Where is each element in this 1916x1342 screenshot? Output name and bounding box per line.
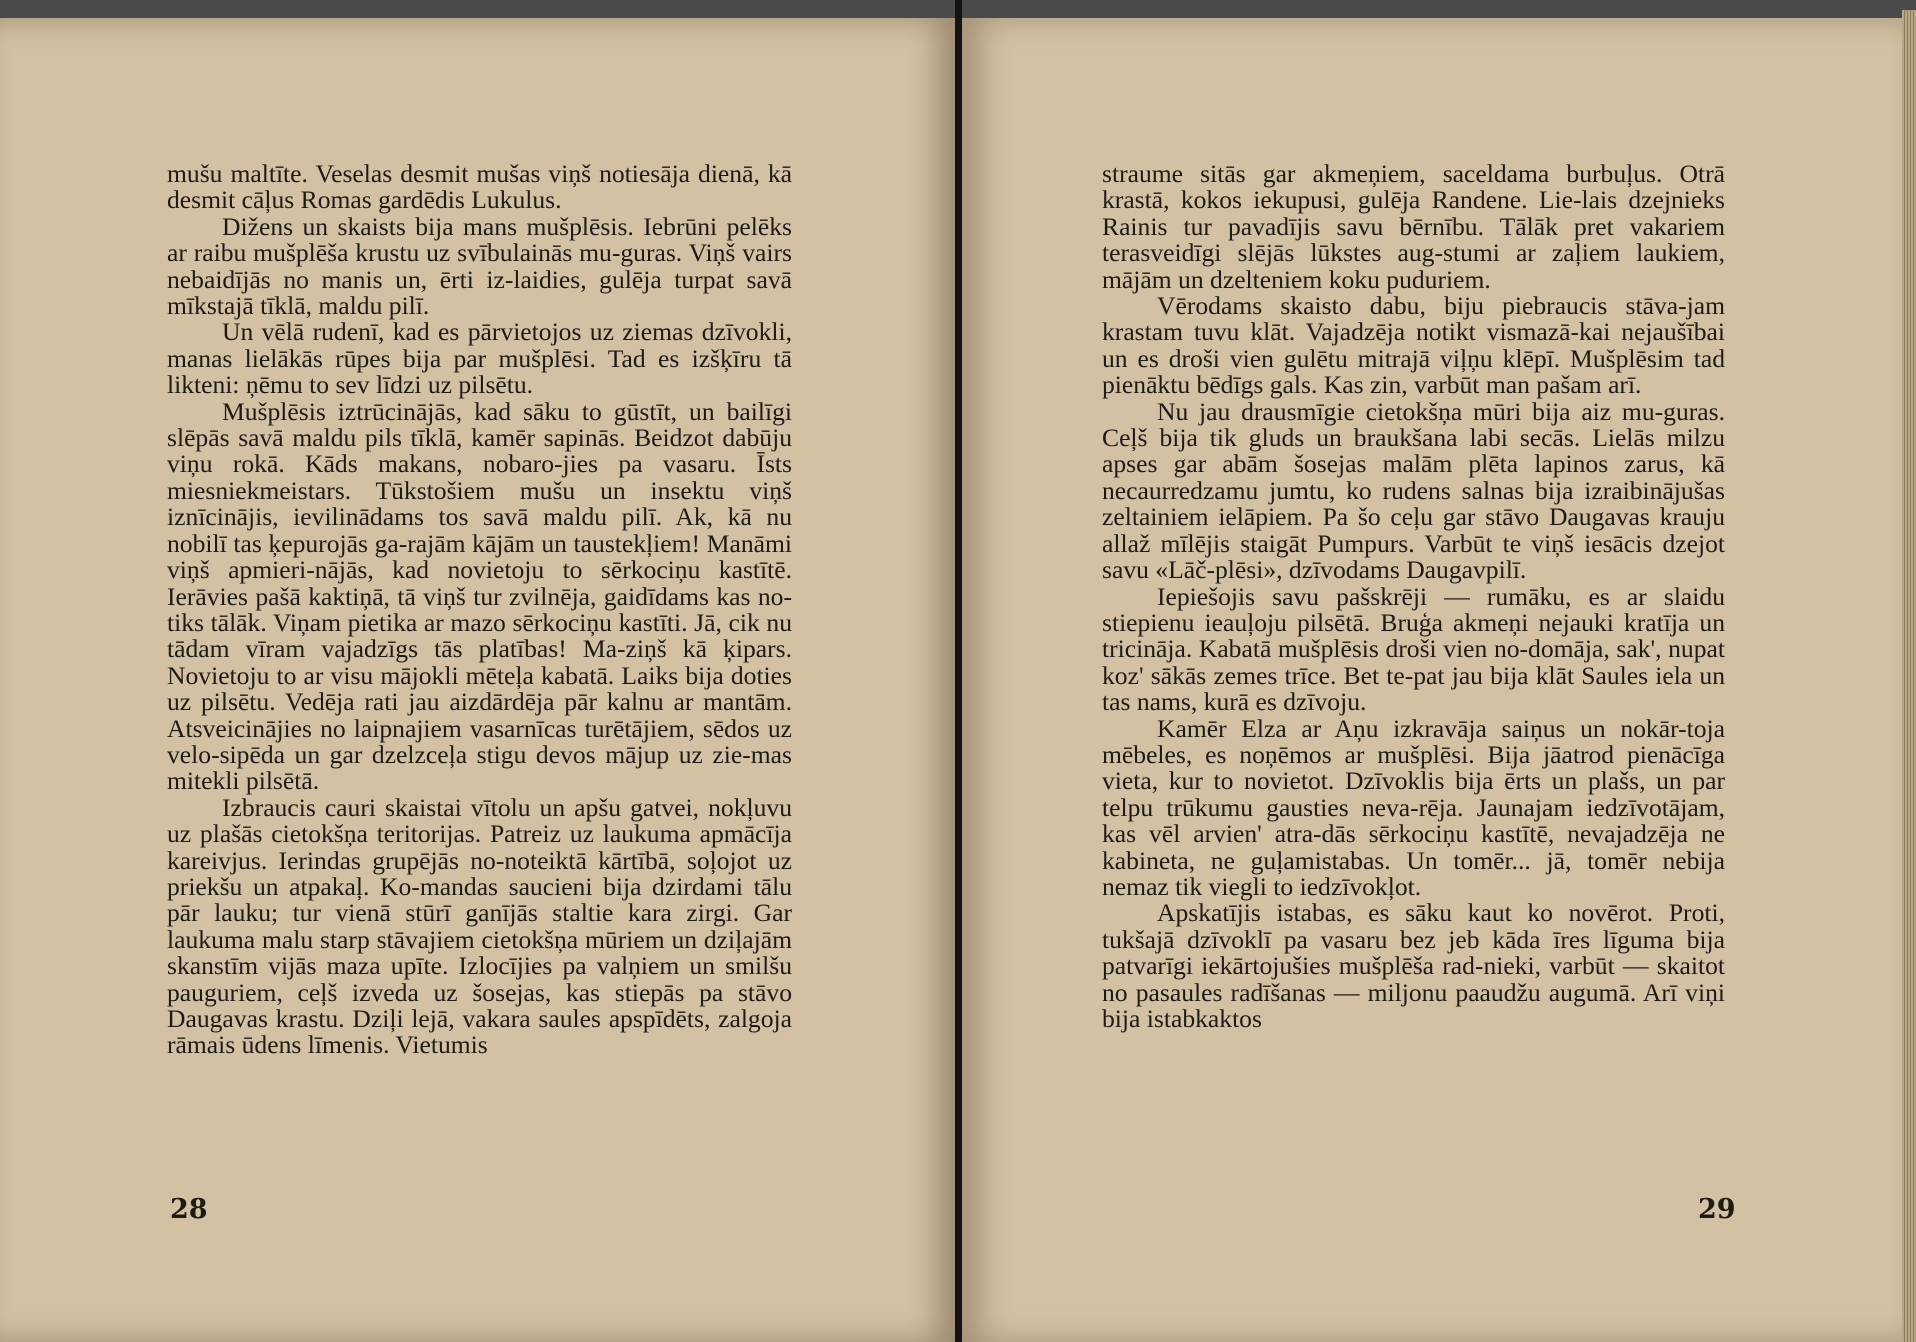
page-number: 28 [170,1194,208,1225]
left-page [0,18,955,1342]
paragraph: mušu maltīte. Veselas desmit mušas viņš notiesāja dienā, kā desmit cāļus Romas gardēdis Lukulus. [167,159,792,215]
book-gutter [955,0,962,1342]
paragraph: Iepiešojis savu pašskrēji — rumāku, es ar slaidu stiepienu ieauļoju pilsētā. Bruģa akmeņi nejauki kratīja un tricināja. Kabatā mušplēsis droši vien no-domāja, sak', nupat koz' sākās zemes trīce. Bet te-pat jau bija klāt Saules iela un tas nams, kurā es dzīvoju. [1102,581,1725,717]
paragraph: Apskatījis istabas, es sāku kaut ko novērot. Proti, tukšajā dzīvoklī pa vasaru bez jeb kāda īres līguma bija patvarīgi iekārtojušies mušplēša rad-nieki, varbūt — skaitot no pasaules radīšanas — miljonu paaudžu augumā. Arī viņi bija istabkaktos [1102,898,1725,1033]
paragraph: Dižens un skaists bija mans mušplēsis. Iebrūni pelēks ar raibu mušplēša krustu uz svībulainās mu-guras. Viņš vairs nebaidījās no manis un, ērti iz-laidies, gulēja turpat savā mīkstajā tīklā, maldu pilī. [167,211,792,321]
paragraph: Mušplēsis iztrūcinājās, kad sāku to gūstīt, un bailīgi slēpās savā maldu pils tīklā, kamēr sapinās. Beidzot dabūju viņu rokā. Kāds makans, nobaro-jies pa vasaru. Īsts miesniekmeistars. Tūkstošiem mušu un insektu viņš iznīcinājis, ievilinādams tos savā maldu pilī. Ak, kā nu nobilī tas ķepurojās ga-rajām kājām un taustekļiem! Manāmi viņš apmieri-nājās, kad novietoju to sērkociņu kastītē. Ierāvies pašā kaktiņā, tā viņš tur zvilnēja, gaidīdams kas no-tiks tālāk. Viņam pietika ar mazo sērkociņu kastīti. Jā, cik nu tādam vīram vajadzīgs tās platības! Ma-ziņš kā ķipars. Novietoju to ar visu mājokli mēteļa kabatā. Laiks bija doties uz pilsētu. Vedēja rati jau aizdārdēja pār kalnu ar mantām. Atsveicinājies no laipnajiem vasarnīcas turētājiem, sēdos uz velo-sipēda un gar dzelzceļa stigu devos mājup uz zie-mas mitekli pilsētā. [167,396,792,796]
paragraph: Un vēlā rudenī, kad es pārvietojos uz ziemas dzīvokli, manas lielākās rūpes bija par mušplēsi. Tad es izšķīru tā likteni: ņēmu to sev līdzi uz pilsētu. [167,317,792,400]
paragraph: Kamēr Elza ar Aņu izkravāja saiņus un nokār-toja mēbeles, es noņēmos ar mušplēsi. Bija jāatrod pienācīga vieta, kur to novietot. Dzīvoklis bija ērts un plašs, un par telpu trūkumu gausties neva-rēja. Jaunajam iedzīvotājam, kas vēl arvien' atra-dās sērkociņu kastītē, nevajadzēja ne kabineta, ne guļamistabas. Un tomēr... jā, tomēr nebija nemaz tik viegli to iedzīvokļot. [1102,713,1725,901]
page-edges [1902,10,1916,1342]
right-page [962,18,1902,1342]
paragraph: Nu jau drausmīgie cietokšņa mūri bija aiz mu-guras. Ceļš bija tik gluds un braukšana labi secās. Lielās milzu apses gar abām šosejas malām plēta lapinos zarus, kā necaurredzamu jumtu, ko rudens salnas bija izraibinājušas zeltainiem ielāpiem. Pa šo ceļu gar stāvo Daugavas krauju allaž mīlējis staigāt Pumpurs. Varbūt te viņš iesācis dzejot savu «Lāč-plēsi», dzīvodams Daugavpilī. [1102,396,1725,585]
paragraph: straume sitās gar akmeņiem, saceldama burbuļus. Otrā krastā, kokos iekupusi, gulēja Randene. Lie-lais dzejnieks Rainis tur pavadījis savu bērnību. Tālāk pret vakariem terasveidīgi slējās lūkstes aug-stumi ar zaļiem laukiem, mājām un dzelteniem koku puduriem. [1102,159,1725,294]
left-page-text [167,161,792,1059]
paragraph: Izbraucis cauri skaistai vītolu un apšu gatvei, nokļuvu uz plašās cietokšņa teritorijas. Patreiz uz laukuma apmācīja kareivjus. Ierindas grupējās no-noteiktā kārtībā, soļojot uz priekšu un atpakaļ. Ko-mandas saucieni bija dzirdami tālu pār lauku; tur vienā stūrī ganījās staltie kara zirgi. Gar laukuma malu starp stāvajiem cietokšņa mūriem un dziļajām skanstīm vijās maza upīte. Izlocījies pa valņiem un smilšu pauguriem, ceļš izveda uz šosejas, kas stiepās pa stāvo Daugavas krastu. Dziļi lejā, vakara saules apspīdēts, zalgoja rāmais ūdens līmenis. Vietumis [167,792,792,1060]
page-number: 29 [1698,1194,1736,1225]
paragraph: Vērodams skaisto dabu, biju piebraucis stāva-jam krastam tuvu klāt. Vajadzēja notikt vismazā-kai nejaušībai un es droši vien gulētu mitrajā viļņu klēpī. Mušplēsim tad pienāktu bēdīgs gals. Kas zin, varbūt man pašam arī. [1102,291,1725,400]
right-page-text [1102,161,1725,1032]
